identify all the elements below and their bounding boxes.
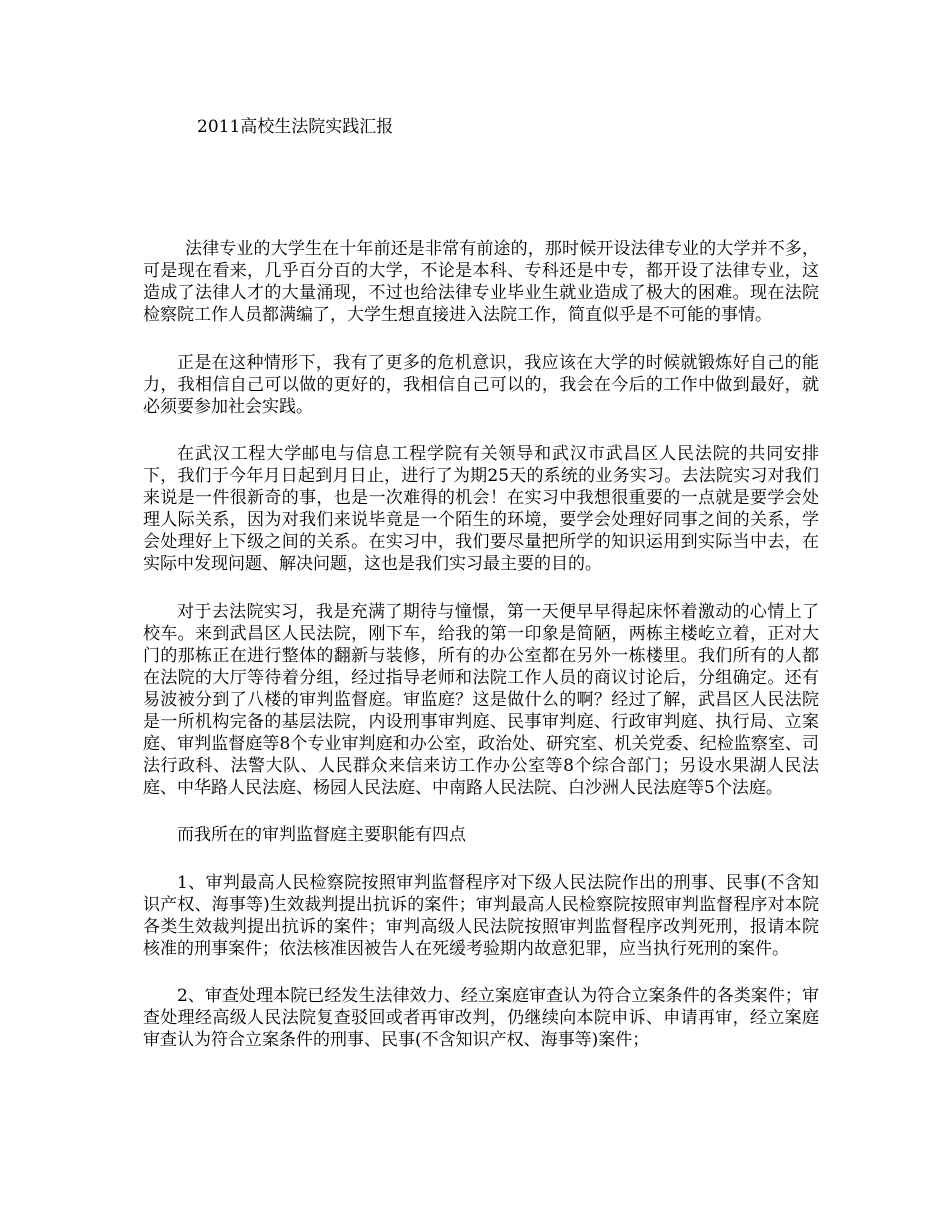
paragraph: 对于去法院实习，我是充满了期待与憧憬，第一天便早早得起床怀着激动的心情上了校车。来到武昌区人民法院，刚下车，给我的第一印象是简陋，两栋主楼屹立着，正对大门的那栋正在进行整体的翻新与装修，所有的办公室都在另外一栋楼里。我们所有的人都在法院的大厅等待着分组，经过指导老师和法院工作人员的商议讨论后，分组确定。还有易波被分到了八楼的审判监督庭。审监庭？这是做什么的啊？经过了解，武昌区人民法院是一所机构完备的基层法院，内设刑事审判庭、民事审判庭、行政审判庭、执行局、立案庭、审判监督庭等8个专业审判庭和办公室，政治处、研究室、机关党委、纪检监察室、司法行政科、法警大队、人民群众来信来访工作办公室等8个综合部门；另设水果湖人民法庭、中华路人民法庭、杨园人民法庭、中南路人民法院、白沙洲人民法庭等5个法庭。 bbox=[143, 601, 819, 798]
document-title: 2011高校生法院实践汇报 bbox=[197, 117, 394, 137]
paragraph: 1、审判最高人民检察院按照审判监督程序对下级人民法院作出的刑事、民事(不含知识产权、海事等)生效裁判提出抗诉的案件；审判最高人民检察院按照审判监督程序对本院各类生效裁判提出抗诉的案件；审判高级人民法院按照审判监督程序改判死刑，报请本院核准的刑事案件；依法核准因被告人在死缓考验期内故意犯罪，应当执行死刑的案件。 bbox=[143, 872, 819, 959]
paragraph: 2、审查处理本院已经发生法律效力、经立案庭审查认为符合立案条件的各类案件；审查处理经高级人民法院复查驳回或者再审改判，仍继续向本院申诉、申请再审，经立案庭审查认为符合立案条件的刑事、民事(不含知识产权、海事等)案件； bbox=[143, 986, 819, 1050]
paragraph: 在武汉工程大学邮电与信息工程学院有关领导和武汉市武昌区人民法院的共同安排下，我们于今年月日起到月日止，进行了为期25天的系统的业务实习。去法院实习对我们来说是一件很新奇的事，也是一次难得的机会！在实习中我想很重要的一点就是要学会处理人际关系，因为对我们来说毕竟是一个陌生的环境，要学会处理好同事之间的关系，学会处理好上下级之间的关系。在实习中，我们要尽量把所学的知识运用到实际当中去，在实际中发现问题、解决问题，这也是我们实习最主要的目的。 bbox=[143, 444, 819, 574]
paragraph: 法律专业的大学生在十年前还是非常有前途的，那时候开设法律专业的大学并不多，可是现在看来，几乎百分百的大学，不论是本科、专科还是中专，都开设了法律专业，这造成了法律人才的大量涌现，不过也给法律专业毕业生就业造成了极大的困难。现在法院检察院工作人员都满编了，大学生想直接进入法院工作，简直似乎是不可能的事情。 bbox=[143, 239, 819, 325]
document-body bbox=[143, 238, 819, 1077]
paragraph: 正是在这种情形下，我有了更多的危机意识，我应该在大学的时候就锻炼好自己的能力，我相信自己可以做的更好的，我相信自己可以的，我会在今后的工作中做到最好，就必须要参加社会实践。 bbox=[143, 352, 819, 417]
paragraph: 而我所在的审判监督庭主要职能有四点 bbox=[177, 825, 466, 845]
